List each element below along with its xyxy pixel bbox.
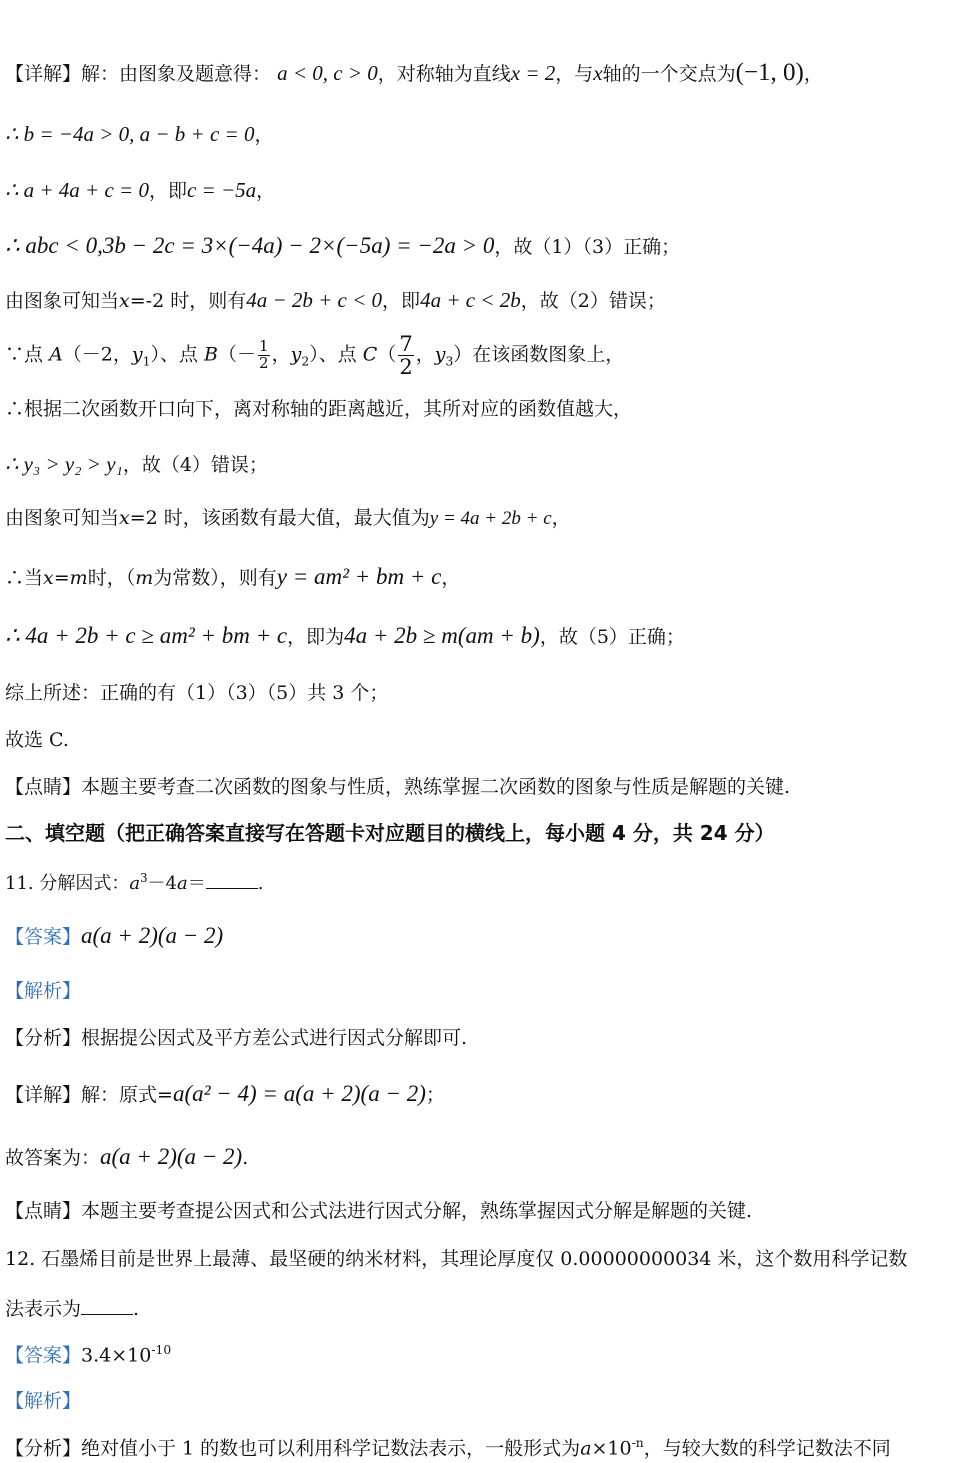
math-expression: 4a + c < 2b bbox=[420, 288, 521, 312]
text-fragment: 故答案为： bbox=[5, 1147, 101, 1169]
point-label-c: C bbox=[362, 343, 378, 366]
point-label-a: A bbox=[49, 343, 63, 366]
summary-line bbox=[5, 682, 388, 705]
subscript: 2 bbox=[301, 354, 310, 369]
math-expression: 4a + 2b ≥ m(am + b) bbox=[344, 623, 540, 648]
analysis-sub-label: 【分析】 bbox=[5, 1027, 82, 1049]
step-line-2 bbox=[5, 122, 273, 147]
math-expression: ∴ b = −4a > 0, a − b + c = 0 bbox=[5, 122, 255, 146]
math-var: y bbox=[290, 343, 302, 366]
answer-label: 【答案】 bbox=[5, 926, 82, 948]
math-expression: c = −5a bbox=[186, 178, 257, 202]
step-line-9 bbox=[5, 507, 571, 531]
math-var: a bbox=[129, 873, 141, 894]
text-fragment: =-2 时，则有 bbox=[129, 290, 247, 312]
point-label-b: B bbox=[204, 343, 219, 366]
final-answer-11 bbox=[5, 1143, 248, 1171]
text-fragment: 12. 石墨烯目前是世界上最薄、最坚硬的纳米材料，其理论厚度仅 0.00000000034 米，这个数用科学记数 bbox=[5, 1248, 908, 1270]
text-fragment: ，与 bbox=[555, 63, 594, 85]
math-expression: a(a + 2)(a − 2) bbox=[100, 1144, 243, 1169]
section-heading bbox=[5, 821, 775, 845]
question-11 bbox=[5, 870, 263, 895]
math-var: y bbox=[434, 343, 446, 366]
numerator: 7 bbox=[399, 332, 413, 356]
text-fragment: ； bbox=[425, 1084, 445, 1106]
superscript: -n bbox=[631, 1436, 644, 1450]
denominator: 2 bbox=[259, 354, 269, 373]
text-fragment: 11. 分解因式： bbox=[5, 873, 130, 894]
answer-line-11 bbox=[5, 922, 223, 950]
text-fragment: . bbox=[242, 1147, 249, 1169]
math-expression: y = am² + bm + c bbox=[276, 564, 442, 589]
choice-line bbox=[5, 729, 69, 752]
superscript: 3 bbox=[140, 871, 148, 885]
text-fragment: 轴的一个交点为 bbox=[602, 63, 736, 85]
math-expression: ∴ y₃ > y₂ > y₁ bbox=[5, 452, 123, 476]
text-fragment: 本题主要考查二次函数的图象与性质，熟练掌握二次函数的图象与性质是解题的关键. bbox=[81, 776, 791, 798]
step-line-7 bbox=[5, 398, 632, 421]
text-fragment: 3.4×10 bbox=[81, 1344, 152, 1367]
fraction-one-half bbox=[258, 339, 270, 372]
detail-line-11 bbox=[5, 1080, 445, 1108]
text-fragment: ，故（1）（3）正确； bbox=[494, 236, 681, 258]
math-expression: ∴ a + 4a + c = 0 bbox=[5, 178, 149, 202]
answer-blank bbox=[206, 870, 258, 889]
text-fragment: 由图象可知当 bbox=[5, 290, 120, 312]
analysis-line-12 bbox=[5, 1436, 891, 1460]
text-fragment: ×10 bbox=[591, 1437, 632, 1460]
text-fragment: ，即为 bbox=[287, 626, 345, 648]
text-fragment: ，与较大数的科学记数法不同 bbox=[643, 1437, 891, 1460]
analysis-label: 【解析】 bbox=[5, 980, 82, 1002]
numerator: 1 bbox=[259, 337, 269, 356]
detail-label: 【详解】 bbox=[5, 63, 82, 85]
text-fragment: 综上所述：正确的有（1）（3）（5）共 3 个； bbox=[5, 682, 389, 704]
step-line-6 bbox=[5, 333, 624, 378]
step-line-5 bbox=[5, 288, 666, 313]
text-fragment: . bbox=[257, 873, 264, 894]
math-expression: 4a − 2b + c < 0 bbox=[246, 288, 383, 312]
text-fragment: ，故（2）错误； bbox=[520, 290, 666, 312]
question-12-cont bbox=[5, 1295, 139, 1321]
detail-label: 【详解】 bbox=[5, 1084, 82, 1106]
text-fragment: ＝ bbox=[187, 873, 206, 894]
analysis-line-11 bbox=[5, 1027, 467, 1050]
step-line-3 bbox=[5, 178, 275, 203]
text-fragment: ， bbox=[271, 343, 291, 366]
denominator: 2 bbox=[399, 355, 413, 380]
text-fragment: （－ bbox=[218, 343, 257, 366]
math-point: (−1, 0) bbox=[735, 59, 804, 86]
text-fragment: ， bbox=[415, 343, 435, 366]
fraction-seven-halves bbox=[398, 333, 413, 378]
math-var: a bbox=[580, 1437, 592, 1460]
text-fragment: ∴根据二次函数开口向下，离对称轴的距离越近，其所对应的函数值越大， bbox=[5, 398, 633, 420]
answer-label: 【答案】 bbox=[5, 1344, 82, 1367]
text-fragment: （ bbox=[377, 343, 397, 366]
text-fragment: ，故（5）正确； bbox=[539, 626, 685, 648]
math-var: m bbox=[135, 567, 154, 589]
subscript: 1 bbox=[142, 354, 151, 369]
math-expression: a(a² − 4) = a(a + 2)(a − 2) bbox=[172, 1081, 426, 1106]
text-fragment: ）在该函数图象上， bbox=[453, 343, 625, 366]
analysis-heading-11 bbox=[5, 980, 81, 1003]
text-fragment: －4 bbox=[147, 873, 177, 894]
math-var: a bbox=[176, 873, 188, 894]
remark-line-1 bbox=[5, 776, 790, 799]
text-fragment: . bbox=[133, 1298, 140, 1320]
text-fragment: 故选 C. bbox=[5, 729, 69, 751]
text-fragment: 本题主要考查提公因式和公式法进行因式分解，熟练掌握因式分解是解题的关键. bbox=[81, 1200, 753, 1222]
step-line-10 bbox=[5, 563, 460, 591]
math-expression: y = 4a + 2b + c bbox=[429, 508, 552, 529]
text-fragment: ）、点 bbox=[309, 343, 357, 366]
text-fragment: 绝对值小于 1 的数也可以利用科学记数法表示，一般形式为 bbox=[81, 1437, 581, 1460]
subscript: 3 bbox=[445, 354, 454, 369]
math-var: x bbox=[43, 567, 54, 589]
math-var: x bbox=[593, 61, 603, 85]
text-fragment: 根据提公因式及平方差公式进行因式分解即可. bbox=[81, 1027, 468, 1049]
step-line-8 bbox=[5, 452, 268, 477]
text-fragment: ∵点 bbox=[5, 343, 44, 366]
math-var: x bbox=[119, 290, 130, 312]
remark-label: 【点睛】 bbox=[5, 1200, 82, 1222]
solution-intro: 解：由图象及题意得： bbox=[81, 63, 272, 85]
math-expression: ∴ abc < 0,3b − 2c = 3×(−4a) − 2×(−5a) = −2a > 0 bbox=[5, 233, 495, 258]
step-line-4 bbox=[5, 232, 680, 260]
analysis-label: 【解析】 bbox=[5, 1390, 82, 1412]
text-fragment: 由图象可知当 bbox=[5, 507, 120, 529]
text-fragment: ， bbox=[803, 63, 823, 85]
question-12 bbox=[5, 1248, 907, 1271]
analysis-sub-label: 【分析】 bbox=[5, 1437, 82, 1460]
math-axis: x = 2 bbox=[510, 61, 556, 85]
text-fragment: ，即 bbox=[148, 180, 187, 202]
text-fragment: 为常数），则有 bbox=[153, 567, 277, 589]
text-fragment: ∴当 bbox=[5, 567, 44, 589]
text-fragment: ，对称轴为直线 bbox=[377, 63, 511, 85]
math-var: x bbox=[119, 507, 130, 529]
text-fragment: ， bbox=[256, 180, 276, 202]
answer-blank bbox=[81, 1295, 133, 1315]
text-fragment: ， bbox=[551, 507, 571, 529]
text-fragment: 法表示为 bbox=[5, 1298, 82, 1320]
text-fragment: （－2， bbox=[62, 343, 132, 366]
section-heading-text: 二、填空题（把正确答案直接写在答题卡对应题目的横线上，每小题 4 分，共 24 分） bbox=[5, 821, 775, 845]
text-fragment: ， bbox=[254, 124, 274, 146]
math-var: y bbox=[131, 343, 143, 366]
text-fragment: =2 时，该函数有最大值，最大值为 bbox=[129, 507, 430, 529]
remark-label: 【点睛】 bbox=[5, 776, 82, 798]
answer-line-12 bbox=[5, 1343, 171, 1367]
text-fragment: 解：原式= bbox=[81, 1084, 173, 1106]
text-fragment: = bbox=[53, 567, 70, 589]
step-line-11 bbox=[5, 622, 685, 650]
superscript: -10 bbox=[151, 1343, 172, 1357]
text-fragment: ）、点 bbox=[150, 343, 198, 366]
math-expression: a(a + 2)(a − 2) bbox=[81, 923, 224, 948]
text-fragment: ，即 bbox=[382, 290, 421, 312]
remark-line-11 bbox=[5, 1200, 752, 1223]
text-fragment: ，故（4）错误； bbox=[122, 454, 268, 476]
text-fragment: 时，（ bbox=[87, 567, 136, 589]
math-expression: ∴ 4a + 2b + c ≥ am² + bm + c bbox=[5, 623, 288, 648]
text-fragment: ， bbox=[441, 567, 461, 589]
math-var: m bbox=[69, 567, 88, 589]
analysis-heading-12 bbox=[5, 1390, 81, 1413]
math-condition: a < 0, c > 0 bbox=[277, 61, 378, 85]
detail-line-1 bbox=[5, 58, 823, 88]
